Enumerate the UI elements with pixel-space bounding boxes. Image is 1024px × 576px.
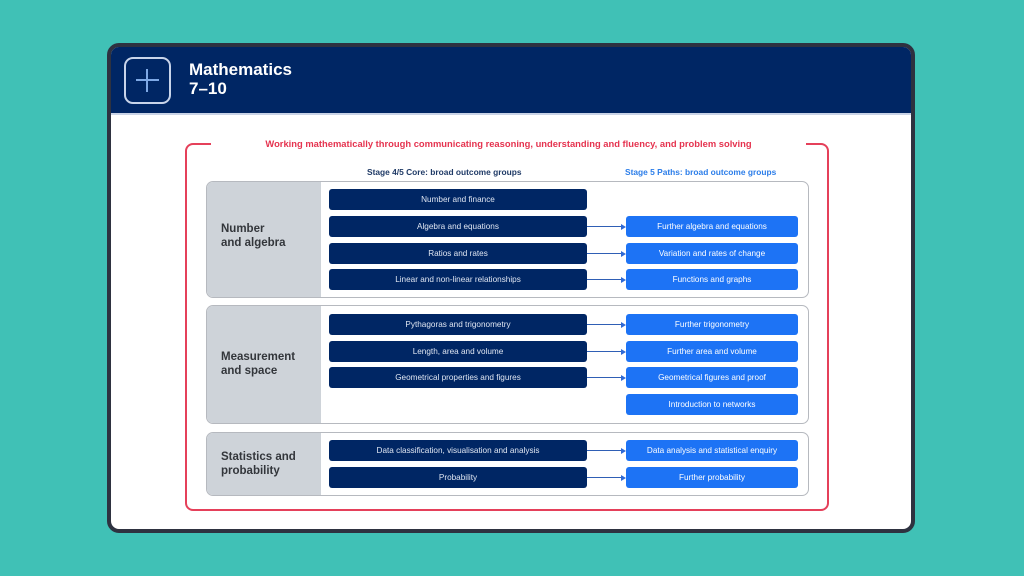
plus-icon bbox=[124, 57, 171, 104]
arrow-right-icon bbox=[587, 467, 626, 488]
page-title bbox=[189, 60, 292, 98]
path-outcome-box: Further algebra and equations bbox=[626, 216, 798, 237]
core-outcome-box: Data classification, visualisation and analysis bbox=[329, 440, 587, 461]
path-outcome-box: Functions and graphs bbox=[626, 269, 798, 290]
group-statistics-and-probability bbox=[206, 432, 809, 496]
core-outcome-box: Linear and non-linear relationships bbox=[329, 269, 587, 290]
title-line-2: 7–10 bbox=[189, 79, 227, 98]
arrow-right-icon bbox=[587, 243, 626, 264]
arrow-right-icon bbox=[587, 341, 626, 362]
arrow-right-icon bbox=[587, 314, 626, 335]
group-measurement-and-space bbox=[206, 305, 809, 424]
arrow-right-icon bbox=[587, 440, 626, 461]
core-outcome-box: Length, area and volume bbox=[329, 341, 587, 362]
path-outcome-box: Further trigonometry bbox=[626, 314, 798, 335]
core-column-heading: Stage 4/5 Core: broad outcome groups bbox=[367, 167, 522, 177]
header-bar bbox=[111, 47, 911, 115]
paths-column-heading: Stage 5 Paths: broad outcome groups bbox=[625, 167, 777, 177]
path-outcome-box: Variation and rates of change bbox=[626, 243, 798, 264]
slide-card bbox=[107, 43, 915, 533]
path-outcome-box: Further probability bbox=[626, 467, 798, 488]
arrow-right-icon bbox=[587, 367, 626, 388]
core-outcome-box: Geometrical properties and figures bbox=[329, 367, 587, 388]
group-label: Measurement and space bbox=[221, 351, 296, 377]
group-label: Number and algebra bbox=[221, 223, 286, 249]
group-label: Statistics and probability bbox=[221, 451, 296, 477]
core-outcome-box: Pythagoras and trigonometry bbox=[329, 314, 587, 335]
path-outcome-box: Further area and volume bbox=[626, 341, 798, 362]
title-line-1: Mathematics bbox=[189, 60, 292, 79]
core-outcome-box: Probability bbox=[329, 467, 587, 488]
core-outcome-box: Ratios and rates bbox=[329, 243, 587, 264]
core-outcome-box: Number and finance bbox=[329, 189, 587, 210]
arrow-right-icon bbox=[587, 216, 626, 237]
working-mathematically-label: Working mathematically through communicating reasoning, understanding and fluency, and problem solving bbox=[211, 138, 806, 150]
core-outcome-box: Algebra and equations bbox=[329, 216, 587, 237]
path-outcome-box: Data analysis and statistical enquiry bbox=[626, 440, 798, 461]
path-outcome-box: Geometrical figures and proof bbox=[626, 367, 798, 388]
arrow-right-icon bbox=[587, 269, 626, 290]
path-outcome-box: Introduction to networks bbox=[626, 394, 798, 415]
group-number-and-algebra bbox=[206, 181, 809, 298]
